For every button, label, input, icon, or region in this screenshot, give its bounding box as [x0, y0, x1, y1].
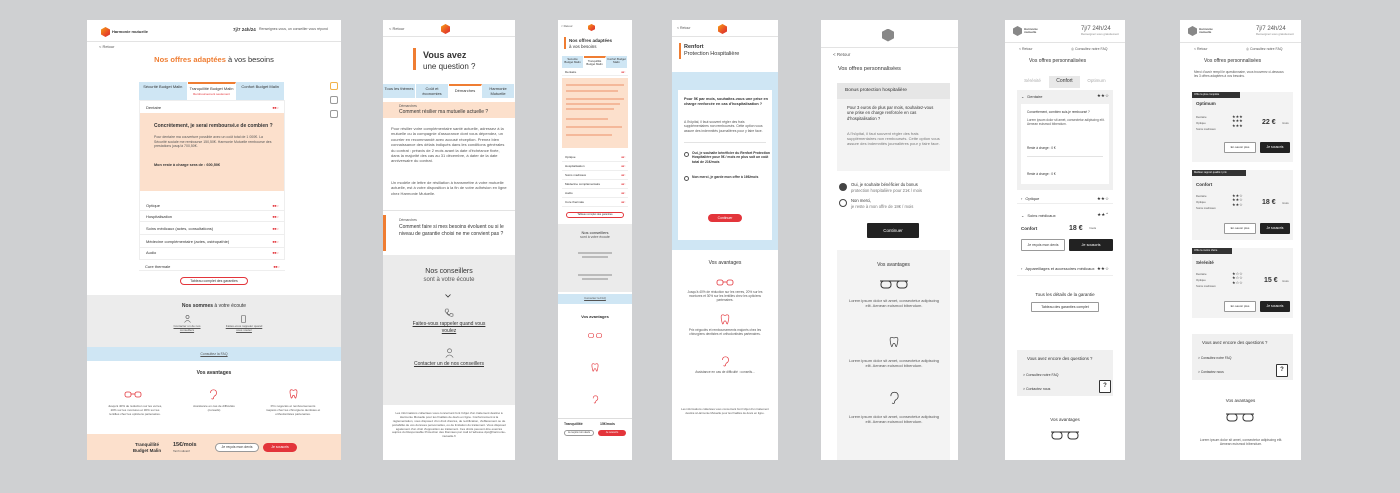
dentaire-detail	[1021, 104, 1109, 184]
tooth-icon	[287, 388, 299, 400]
advantage-optique: Jusqu'à 40% de réduction sur les verres, 20% sur les montures et 30% sur les lentilles chez les opticiens partenaires.	[687, 290, 763, 303]
screen-bonus-wireframe	[821, 20, 958, 460]
answer-1b: Un modèle de lettre de résiliation à transmettre à votre mutuelle actuelle, est à votre disposition à la fin de votre adhésion en ligne chez Harmonie Mutuelle.	[391, 180, 507, 196]
row-audio[interactable]: Audio ●●○	[146, 249, 278, 255]
question: Concrètement, je serai remboursé.e de combien ?	[154, 123, 273, 129]
header-sub: Renseignez-vous gratuitement	[1256, 32, 1294, 36]
question: Pour 5€ par mois, souhaitez-vous une prise en charge renforcée en cas d'hospitalisation ?	[684, 97, 768, 106]
offer-stars: ★★☆ ★★☆ ★★☆	[1232, 193, 1243, 207]
glasses-icon	[714, 278, 736, 286]
row-hospitalisation[interactable]: Hospitalisation ●●○	[140, 212, 284, 222]
ear-icon	[718, 354, 732, 368]
row-audio[interactable]: Audio ●●○	[562, 190, 628, 198]
hours: 7j/7 24h/24	[233, 27, 256, 32]
title-accent	[564, 37, 566, 49]
logo-hex-icon	[1013, 26, 1022, 36]
logo-hex-icon	[441, 24, 450, 34]
row-soins[interactable]: ⌄ Soins médicaux ★★⌃	[1021, 212, 1109, 218]
advantage-1: Lorem ipsum dolor sit amet, consectetur adipiscing elit. Aenean euismod bibendum.	[1199, 438, 1283, 447]
offer-name: Optimum	[1196, 101, 1216, 106]
souscrire-button[interactable]: Je souscris	[1260, 301, 1290, 312]
row-hospitalisation[interactable]: Hospitalisation ●●○	[562, 163, 628, 171]
row-dentaire[interactable]: ⌄ Dentaire ★★☆	[1021, 93, 1109, 99]
row-medecine[interactable]: Médecine complémentaire ●●○	[562, 181, 628, 189]
option-non-detail: je reste à mon offre de 18€ / mois	[851, 204, 914, 209]
callback-link[interactable]: Faites-vous rappeler quand vous voulez	[412, 321, 486, 334]
page-title: Nos offres adaptées à vos besoins	[569, 38, 613, 49]
ear-icon	[887, 390, 901, 406]
tableau-garanties-button[interactable]: Tableau complet des garanties	[180, 277, 248, 285]
back-link[interactable]: < Retour	[833, 52, 851, 57]
radio-non[interactable]	[839, 199, 847, 207]
faq-link-2[interactable]: > Consultez notre FAQ	[1198, 356, 1232, 360]
offer-stars: ★☆☆ ★☆☆ ★☆☆	[1232, 271, 1243, 285]
row-dentaire[interactable]: Dentaire ●●○	[146, 104, 278, 110]
offer-tabs	[1017, 76, 1113, 88]
row-optique[interactable]: › Optique ★★☆	[1017, 194, 1113, 204]
footer-price-sub: Tarif indicatif	[173, 449, 190, 453]
continuer-button[interactable]: Continuer	[708, 214, 742, 222]
tab-serenite[interactable]: Sérénité	[1017, 76, 1049, 88]
faq-question-1[interactable]	[383, 102, 515, 118]
details-title: Tous les détails de la garantie	[1035, 292, 1095, 297]
conseillers-title: Nos conseillers	[581, 230, 609, 235]
questions-section	[1192, 334, 1293, 380]
reste-a-charge: Mon reste à charge sera de : 600,50€	[154, 163, 221, 167]
side-tools	[330, 82, 338, 118]
screen-offres-detail-wireframe	[1005, 20, 1125, 460]
advantage-assistance: Assistance en cas de difficultés (conseils)	[193, 404, 235, 412]
bonus-card	[837, 99, 950, 171]
offer-name: Confort	[1021, 226, 1038, 231]
faq-link[interactable]: ◎ Consultez notre FAQ	[1071, 47, 1108, 51]
screen-offres-list-wireframe	[1180, 20, 1301, 460]
glasses-icon	[123, 390, 143, 398]
tab-harmonie[interactable]: Harmonie Mutuelle	[482, 84, 515, 98]
chevron-down-icon	[443, 291, 453, 301]
screen-renfort	[672, 20, 778, 460]
question-tag: Démarches	[399, 104, 417, 108]
contact-link[interactable]: > Contactez nous	[1198, 370, 1224, 374]
questions-title: Vous avez encore des questions ?	[1027, 356, 1093, 361]
back-link[interactable]: < Retour	[677, 26, 691, 30]
question: Pour 3 euros de plus par mois, souhaitez-vous une prise en charge renforcée en cas d'hospitalisation ?	[847, 105, 934, 121]
tab-confort[interactable]: Confort Budget Malin	[606, 56, 628, 68]
line-dentaire: Dentaire	[1196, 272, 1207, 276]
questions-title: Vous avez encore des questions ?	[1202, 340, 1268, 345]
offer-card-optimum	[1192, 92, 1293, 162]
faq-question-2[interactable]: Comment faire si mes besoins évoluent ou si le niveau de garantie choisi ne me convient pas ?	[399, 224, 504, 237]
faq-bar	[558, 294, 632, 304]
option-oui-detail: protection hospitalière pour 21€ / mois	[851, 188, 922, 193]
line-dentaire: Dentaire	[1196, 194, 1207, 198]
page-title: Vos offres personnalisées	[838, 66, 901, 72]
footer-offer-name: Tranquillité Budget Malin	[132, 442, 162, 453]
back-link[interactable]: < Retour	[99, 44, 115, 49]
tab-tranquillite[interactable]: Tranquillité Budget Malin	[584, 56, 606, 68]
advantage-optique: Jusqu'à 40% de réduction sur les verres, 20% sur les montures et 30% sur les lentilles chez les opticiens partenaires.	[107, 404, 163, 416]
hours: 7j/7 24h/24	[1256, 26, 1286, 32]
advantages-title: Vos avantages	[196, 370, 232, 376]
header-sub: Renseignez-vous gratuitement	[1081, 32, 1119, 36]
line-optique: Optique	[1196, 121, 1206, 125]
faq-tabs	[383, 84, 515, 98]
line-optique: Optique	[1196, 200, 1206, 204]
section-header	[837, 83, 950, 99]
logo[interactable]: Harmonie mutuelle	[1188, 26, 1213, 36]
advantage-assistance: Assistance en cas de difficulté : conseils...	[695, 370, 755, 374]
radio-oui[interactable]	[684, 152, 689, 157]
info: A l'hôpital, il faut souvent régler des frais supplémentaires non remboursés. Cette option vous assure des indemnités journalières pour y faire face.	[684, 120, 763, 133]
row-soins[interactable]: Soins médicaux ●●○	[562, 172, 628, 180]
en-savoir-plus-button[interactable]: En savoir plus	[1224, 142, 1256, 153]
ear-icon	[590, 394, 600, 404]
faq-link[interactable]: ◎ Consultez notre FAQ	[1246, 47, 1283, 51]
radio-non[interactable]	[684, 176, 689, 181]
back-link[interactable]: < Retour	[1194, 47, 1208, 51]
tab-optimum[interactable]: Optimum	[1081, 76, 1113, 88]
phone-icon	[443, 307, 455, 319]
sticky-footer	[558, 418, 632, 460]
dentaire-detail	[140, 113, 284, 191]
screen-offres-mobile	[558, 20, 632, 460]
devis-button[interactable]: Je reçois mon devis	[564, 430, 594, 436]
continuer-button[interactable]: Continuer	[867, 223, 919, 238]
logo-hex-icon	[101, 27, 110, 37]
offer-tag: Offre la moins chère	[1192, 248, 1232, 254]
advantage-1: Lorem ipsum dolor sit amet, consectetur adipiscing elit. Aenean euismod bibendum.	[848, 298, 940, 309]
question-text: Comment résilier ma mutuelle actuelle ?	[399, 109, 489, 115]
row-dentaire[interactable]: Dentaire ●●○	[562, 70, 628, 76]
conseillers-title: Nos conseillers	[425, 268, 473, 275]
souscrire-button[interactable]: Je souscris	[598, 430, 626, 436]
row-appareillages[interactable]: › Appareillages et accessoires médicaux ★★☆	[1017, 262, 1113, 276]
offer-price: 18 €	[1069, 225, 1083, 232]
tooth-icon	[590, 362, 600, 372]
page-title: Vos offres personnalisées	[1029, 58, 1087, 64]
option-oui[interactable]: Oui, je souhaite bénéficier du Renfort Protection Hospitalière pour 5€ / mois en plus soit un coût total de 21€/mois	[692, 151, 770, 164]
guarantee-panel	[139, 100, 285, 260]
advantage-3: Lorem ipsum dolor sit amet, consectetur adipiscing elit. Aenean euismod bibendum.	[848, 414, 940, 425]
souscrire-button[interactable]: Je souscris	[263, 443, 297, 452]
devis-button[interactable]: Je reçois mon devis	[1021, 239, 1065, 251]
page-title: Renfort Protection Hospitalière	[684, 44, 740, 58]
logo-hex-icon	[1188, 26, 1197, 36]
offer-price-sub: /mois	[1089, 226, 1097, 230]
logo[interactable]	[441, 24, 450, 34]
help-button[interactable]: ?	[1099, 380, 1111, 393]
location-icon[interactable]	[330, 110, 338, 118]
line-optique: Optique	[1196, 278, 1206, 282]
section-title: Bonus protection hospitalière	[845, 88, 907, 93]
confort-price-card	[1017, 222, 1113, 258]
screen-faq	[383, 20, 515, 460]
souscrire-button[interactable]: Je souscris	[1260, 142, 1290, 153]
header-sub: Renseignez-vous, un conseiller vous répond	[259, 27, 328, 31]
mobile-icon	[239, 315, 247, 323]
radio-oui[interactable]	[839, 183, 847, 191]
glasses-icon	[1224, 412, 1256, 422]
per-month: /mois	[1282, 279, 1289, 283]
hours: 7j/7 24h/24	[1081, 26, 1111, 32]
page-title: Vous avez une question ?	[423, 50, 476, 72]
row-soins[interactable]: Soins médicaux (actes, consultations) ●●○	[140, 223, 284, 235]
advantage-dentaire: Prix négociés et remboursements majorés chez les chirurgiens dentistes et orthodontistes partenaires.	[265, 404, 321, 416]
reste-1: Reste à charge : 0 €	[1027, 146, 1056, 150]
offer-price: 18 €	[1262, 199, 1276, 206]
row-optique[interactable]: Optique ●●○	[140, 201, 284, 211]
intro: Merci d'avoir rempli le questionnaire, vous trouverez ci-dessous les 3 offres adaptées à vos besoins.	[1194, 70, 1284, 79]
back-link[interactable]: < Retour	[561, 24, 573, 28]
questions-section	[1017, 350, 1113, 396]
logo-icon	[881, 28, 895, 42]
advantages-title: Vos avantages	[1050, 417, 1080, 422]
near-title: Nos sommes à votre écoute	[181, 303, 247, 309]
question: Concrètement, combien suis-je remboursé ?	[1027, 110, 1090, 114]
person-icon	[183, 315, 191, 323]
title-accent	[413, 48, 416, 70]
option-oui[interactable]: Oui, je souhaite bénéficier du bonus	[851, 182, 918, 187]
user-icon[interactable]	[330, 96, 338, 104]
en-savoir-plus-button[interactable]: En savoir plus	[1224, 301, 1256, 312]
question-2-accent	[383, 215, 386, 251]
offer-stars: ★★★ ★★★ ★★★	[1232, 114, 1243, 128]
offer-tag: Meilleur rapport qualité / prix	[1192, 170, 1246, 176]
option-non[interactable]: Non merci,	[851, 198, 872, 203]
row-cure[interactable]: Cure thermale ●●○	[562, 199, 628, 207]
souscrire-button[interactable]: Je souscris	[1260, 223, 1290, 234]
logo-hex-icon	[588, 24, 595, 31]
tab-securite[interactable]: Sécurité Budget Malin	[139, 82, 188, 100]
tab-cout[interactable]: Coût et économies	[416, 84, 449, 98]
advantage-dentaire: Prix négociés et remboursements majorés chez les chirurgiens dentistes et orthodontistes partenaires.	[688, 328, 762, 337]
logo-hex-icon	[718, 24, 727, 34]
help-button[interactable]: ?	[1276, 364, 1288, 377]
answer: Lorem ipsum dolor sit amet, consectetur adipiscing elit. Aenean euismod bibendum.	[1027, 118, 1105, 127]
tab-tranquillite[interactable]: Tranquillité Budget Malin Remboursement seulement	[188, 82, 237, 100]
tooth-icon	[887, 334, 901, 350]
per-month: /mois	[1282, 121, 1289, 125]
question-section	[672, 72, 778, 250]
ear-icon	[207, 388, 219, 400]
row-cure[interactable]: Cure thermale ●●○	[139, 263, 285, 271]
question-tag-2: Démarches	[399, 218, 417, 222]
advantages-title: Vos avantages	[1225, 398, 1256, 403]
answer: Pour dentaire ma couverture possible avec un coût total de 1 000€. La Sécurité sociale me rembourse 150,50€. Harmonie Mutuelle rembourse des prestations jusqu'à 700,50€.	[154, 135, 272, 149]
answer-1: Pour résilier votre complémentaire santé actuelle, adressez à la mutuelle ou la compagnie d'assurance dont vous dépendez, un courrier en recommandé avec accusé réception. Prenez bien connaissance des délais indiqués dans les conditions générales du contrat : préavis de 2 mois avant la date d'échéance fixée, dans la majorité des cas au 31 décembre, à dater de la date anniversaire du contrat.	[391, 126, 505, 164]
offer-price: 15 €	[1264, 277, 1278, 284]
page-title: Vos offres personnalisées	[1204, 58, 1262, 64]
faq-link[interactable]: Consultez la FAQ	[200, 352, 228, 356]
footer-offer-name: Tranquillité	[564, 422, 583, 426]
person-icon	[443, 347, 455, 359]
phone-icon[interactable]	[330, 82, 338, 90]
title-accent	[679, 43, 681, 59]
advantage-2: Lorem ipsum dolor sit amet, consectetur adipiscing elit. Aenean euismod bibendum.	[848, 358, 940, 369]
offer-tabs	[562, 56, 628, 68]
sticky-footer	[87, 434, 341, 460]
advantages-section	[837, 250, 950, 460]
page-title: Nos offres adaptées à vos besoins	[154, 55, 274, 64]
souscrire-button[interactable]: Je souscris	[1069, 239, 1113, 251]
faq-link[interactable]: Consultez la FAQ	[584, 296, 606, 300]
tableau-garanties-button[interactable]: Tableau des garanties complet	[1031, 302, 1099, 312]
devis-button[interactable]: Je reçois mon devis	[215, 443, 259, 452]
en-savoir-plus-button[interactable]: En savoir plus	[1224, 223, 1256, 234]
advantages-title: Vos avantages	[581, 314, 609, 319]
conseillers-subtitle: sont à votre écoute	[580, 235, 610, 239]
offer-name: Sérénité	[1196, 260, 1214, 265]
tooth-icon	[718, 312, 732, 326]
legal-text: Les informations collectées vous concernant font l'objet d'un traitement destiné à Harmonie Mutuelle pour les finalités de devis en ligne. Conformément à la réglementation, vous disposez d'un droit d'accès, de rectification, d'effacement ou de portabilité de vos données personnelles, ou de limitation du traitement. Vous disposez également d'un droit d'opposition au traitement. Ces droits peuvent être exercés auprès du Responsable Protection des Données par mail à l'adresse dpo@harmonie-mutuelle.fr	[391, 411, 507, 439]
logo[interactable]: Harmonie mutuelle	[1013, 26, 1038, 36]
dentaire-detail	[562, 78, 628, 148]
row-medecine[interactable]: Médecine complémentaire (actes, ostéopathie) ●●○	[140, 236, 284, 248]
conseillers-section	[558, 224, 632, 292]
line-dentaire: Dentaire	[1196, 115, 1207, 119]
offer-price: 22 €	[1262, 119, 1276, 126]
tab-confort[interactable]: Confort	[1049, 76, 1081, 88]
footer-price: 15€/mois	[173, 442, 197, 448]
tableau-garanties-button[interactable]: Tableau complet des garanties	[566, 212, 624, 218]
offer-name: Confort	[1196, 182, 1213, 187]
line-soins: Soins médicaux	[1196, 206, 1216, 210]
logo[interactable]	[588, 24, 595, 31]
contact-advisor-link[interactable]: Contacter un de nos conseillers	[173, 324, 201, 332]
tab-demarches[interactable]: Démarches	[449, 84, 482, 98]
tab-confort[interactable]: Confort Budget Malin	[236, 82, 285, 100]
contact-link[interactable]: Contacter un de nos conseillers	[413, 361, 485, 367]
offer-card-confort	[1192, 170, 1293, 240]
line-soins: Soins médicaux	[1196, 284, 1216, 288]
footer-price: 15€/mois	[600, 422, 615, 426]
offer-tag: Offre la plus complète	[1192, 92, 1240, 98]
offer-card-serenite	[1192, 248, 1293, 318]
question-card	[678, 90, 772, 240]
faq-bar	[87, 347, 341, 361]
contact-link[interactable]: > Contactez nous	[1023, 387, 1051, 391]
offer-tabs	[139, 82, 285, 100]
glasses-icon	[877, 278, 911, 290]
glasses-icon	[1049, 430, 1081, 440]
logo[interactable]: Harmonie mutuelle	[101, 27, 148, 37]
conseillers-subtitle: sont à votre écoute	[423, 277, 475, 283]
advantages-title: Vos avantages	[877, 262, 910, 268]
line-soins: Soins médicaux	[1196, 127, 1216, 131]
info: A l'hôpital, il faut souvent régler des frais supplémentaires non remboursés. Cette option vous assure des indemnités journalières pour y faire face.	[847, 131, 940, 147]
callback-link[interactable]: Faites-vous rappeler quand vous voulez	[225, 324, 263, 332]
advantages-title: Vos avantages	[708, 260, 742, 266]
conseillers-section	[383, 255, 515, 405]
tab-tous[interactable]: Tous les thèmes	[383, 84, 416, 98]
legal-text: Les informations collectées vous concernant font l'objet d'un traitement destiné à Harmonie Mutuelle pour les finalités de devis en ligne.	[681, 407, 769, 415]
logo[interactable]	[718, 24, 727, 34]
tab-securite[interactable]: Sécurité Budget Malin	[562, 56, 584, 68]
screen-offres-desktop	[87, 20, 341, 460]
option-non[interactable]: Non merci, je garde mon offre à 16€/mois	[692, 175, 759, 179]
reste-2: Reste à charge : 0 €	[1027, 172, 1056, 176]
glasses-icon	[586, 332, 604, 338]
back-link[interactable]: < Retour	[389, 26, 405, 31]
row-optique[interactable]: Optique ●●○	[562, 154, 628, 162]
faq-link-2[interactable]: > Consultez notre FAQ	[1023, 373, 1059, 377]
dentaire-panel	[1017, 90, 1113, 190]
back-link[interactable]: < Retour	[1019, 47, 1033, 51]
contact-section	[87, 295, 341, 347]
per-month: /mois	[1282, 201, 1289, 205]
